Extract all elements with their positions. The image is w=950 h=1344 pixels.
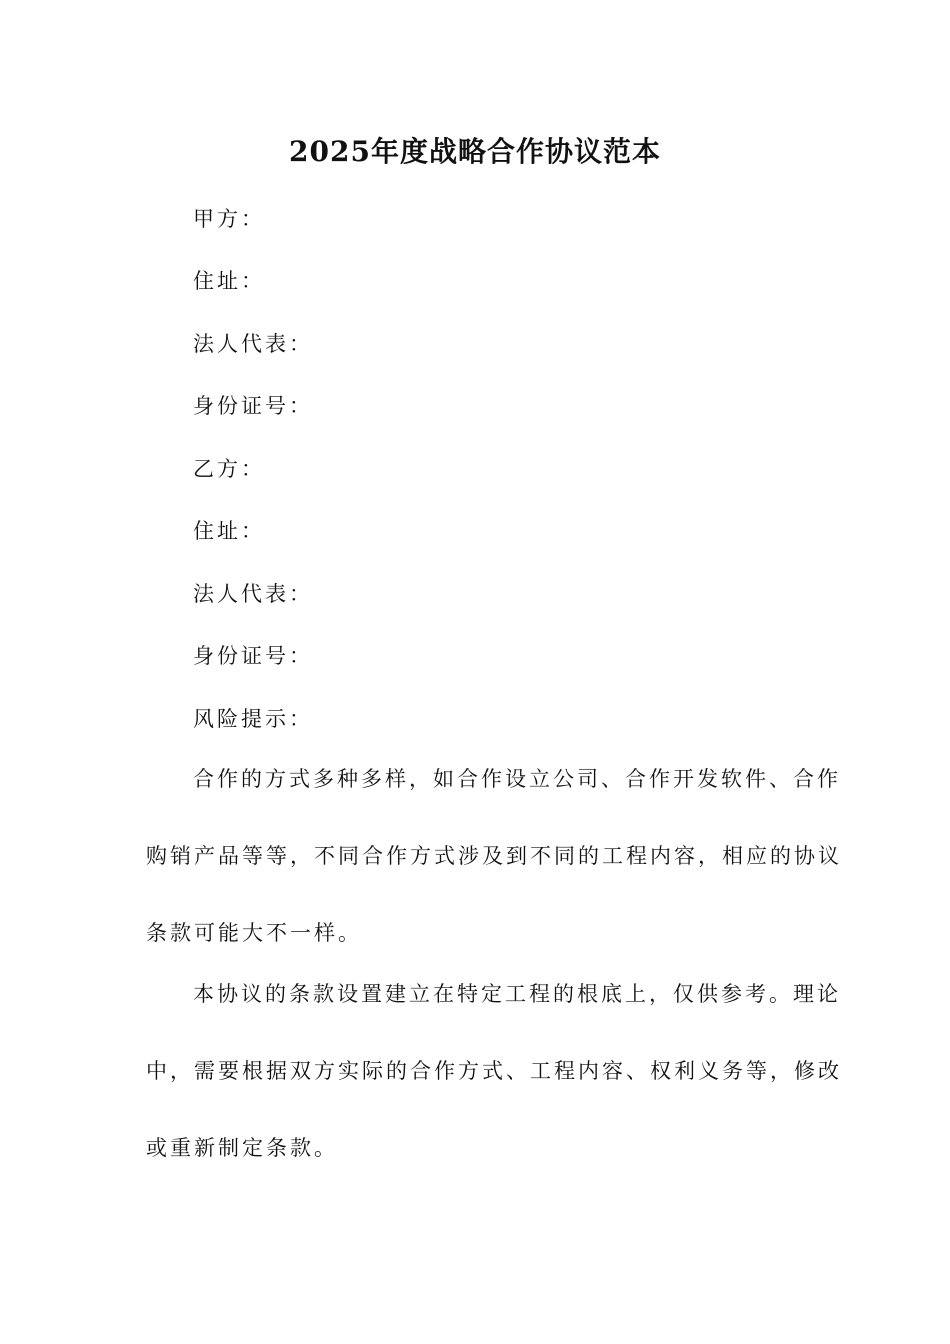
risk-paragraph-2 xyxy=(146,956,842,1187)
party-a-id-number-label: 身份证号： xyxy=(193,394,313,418)
document-title: 2025年度战略合作协议范本 xyxy=(289,135,661,168)
party-b-label: 乙方： xyxy=(193,457,265,481)
party-b-id-number-label: 身份证号： xyxy=(193,644,313,668)
paragraph-line: 本协议的条款设置建立在特定工程的根底上，仅供参考。理论 xyxy=(193,982,841,1006)
paragraph-line: 合作的方式多种多样，如合作设立公司、合作开发软件、合作 xyxy=(193,767,841,791)
paragraph-line: 购销产品等等，不同合作方式涉及到不同的工程内容，相应的协议 xyxy=(146,844,842,868)
risk-paragraph-1 xyxy=(146,741,842,972)
party-a-label: 甲方： xyxy=(193,207,265,231)
party-a-legal-rep-label: 法人代表： xyxy=(193,332,313,356)
paragraph-line: 中，需要根据双方实际的合作方式、工程内容、权利义务等，修改 xyxy=(146,1059,842,1083)
risk-notice-label: 风险提示： xyxy=(193,707,313,731)
paragraph-line: 或重新制定条款。 xyxy=(146,1136,338,1160)
paragraph-line: 条款可能大不一样。 xyxy=(146,921,362,945)
party-a-address-label: 住址： xyxy=(193,269,265,293)
party-b-legal-rep-label: 法人代表： xyxy=(193,582,313,606)
party-b-address-label: 住址： xyxy=(193,519,265,543)
